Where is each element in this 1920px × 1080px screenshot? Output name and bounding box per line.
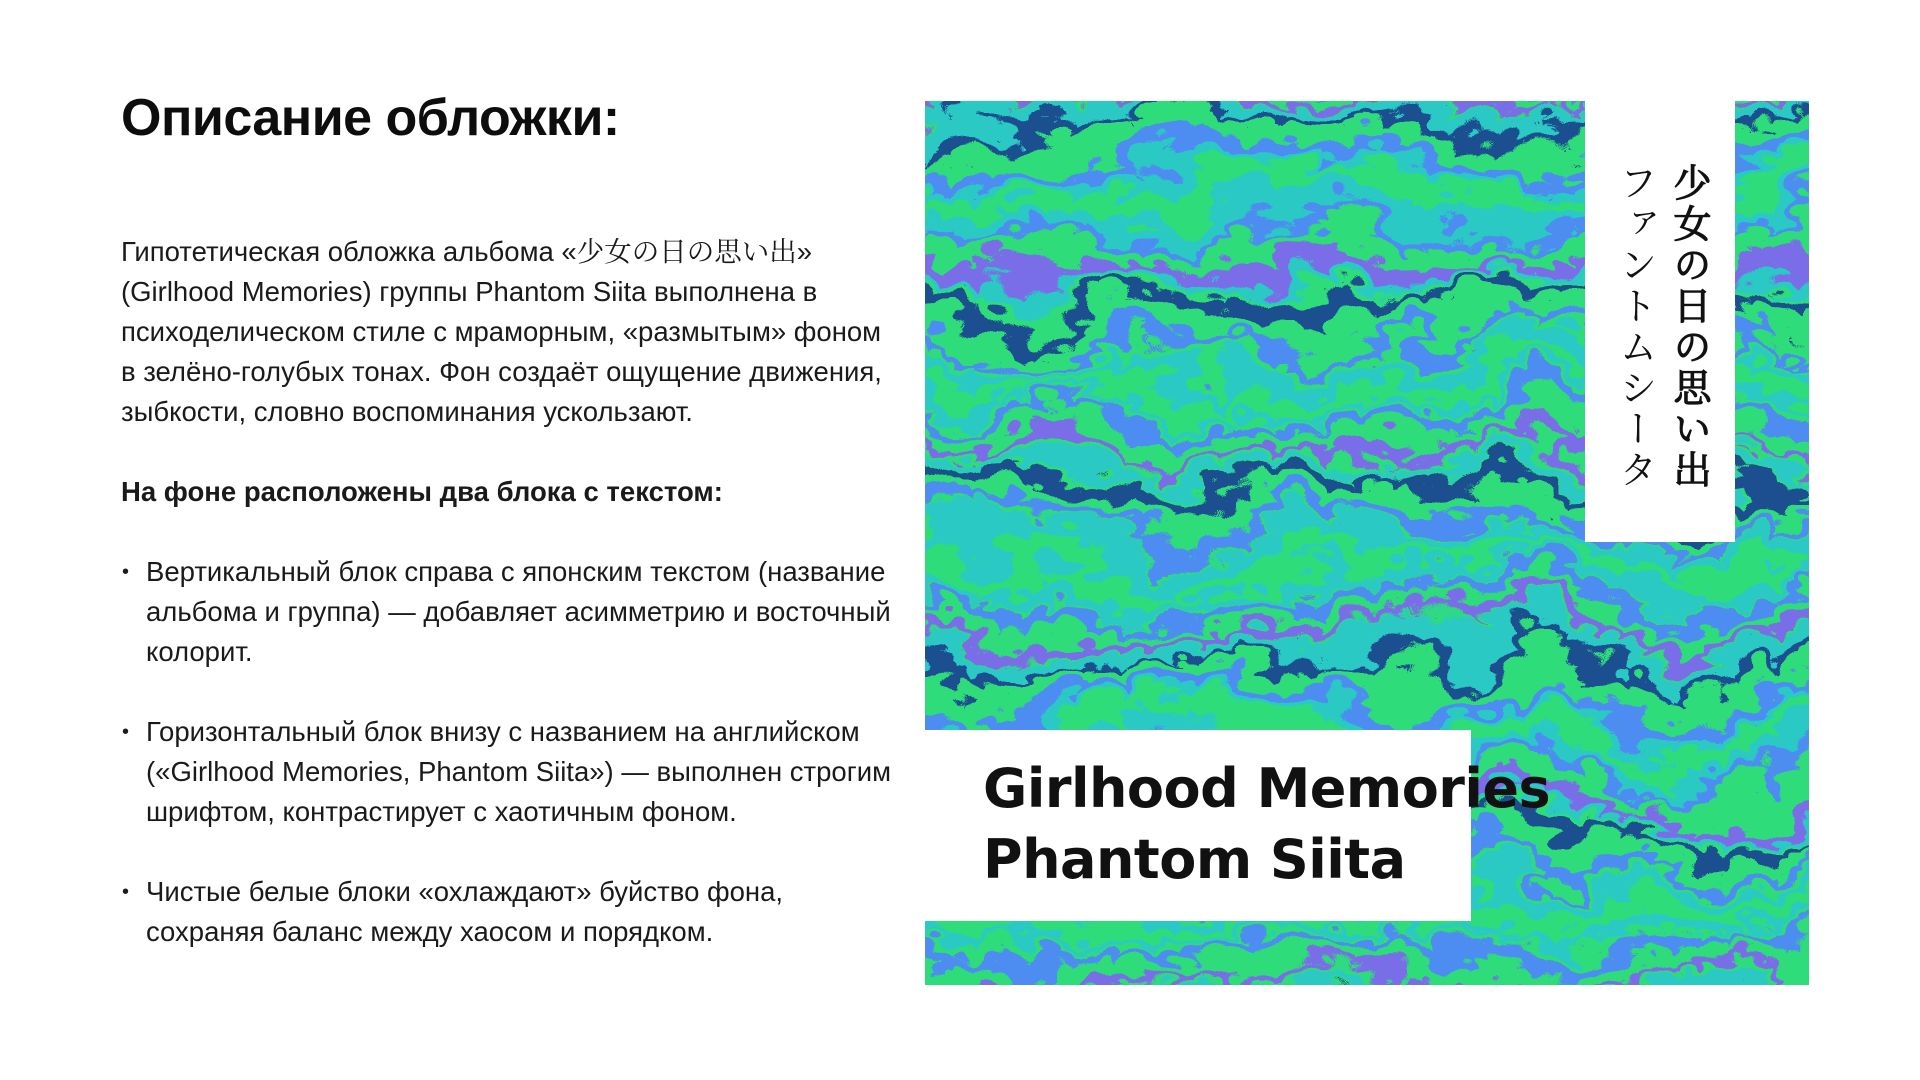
english-title-block: [925, 730, 1551, 921]
description-column: [121, 232, 891, 992]
subheading: На фоне расположены два блока с текстом:: [121, 476, 723, 507]
page-title: Описание обложки:: [121, 89, 620, 147]
marble-stripe: [925, 973, 1809, 984]
english-band-name: Phantom Siita: [983, 828, 1406, 891]
marble-stripe: [925, 559, 1809, 574]
marble-stripe: [925, 955, 1809, 974]
marble-stripe: [925, 577, 1809, 596]
intro-paragraph: Гипотетическая обложка альбома «少女の日の思い出» (Girlhood Memories) группы Phantom Siita выполнена в психоделическом стиле с мраморным, «размытым» фоном в зелёно-голубых тонах. Фон создаёт ощущение движения, зыбкости, словно воспоминания ускользают.: [121, 236, 882, 427]
marble-stripe: [925, 595, 1809, 606]
marble-stripe: [925, 667, 1809, 682]
bullet-item: • Чистые белые блоки «охлаждают» буйство фона, сохраняя баланс между хаосом и порядком.: [121, 872, 891, 952]
marble-stripe: [925, 685, 1809, 704]
english-album-title: Girlhood Memories: [983, 757, 1551, 820]
japanese-band-name: ファントムシータ: [1613, 163, 1657, 491]
album-cover: [925, 101, 1809, 985]
marble-stripe: [925, 649, 1809, 660]
bullet-item: • Вертикальный блок справа с японским текстом (название альбома и группа) — добавляет асимметрию и восточный колорит.: [121, 552, 891, 672]
bullet-list: [121, 552, 891, 952]
japanese-title-block: [1585, 101, 1735, 542]
marble-stripe: [925, 703, 1809, 714]
marble-stripe: [925, 937, 1809, 952]
japanese-album-title: 少女の日の思い出: [1667, 163, 1711, 491]
marble-stripe: [925, 541, 1809, 552]
marble-stripe: [925, 613, 1809, 628]
marble-stripe: [925, 631, 1809, 650]
bullet-item: • Горизонтальный блок внизу с названием на английском («Girlhood Memories, Phantom Siita») — выполнен строгим шрифтом, контрастирует с хаотичным фоном.: [121, 712, 891, 832]
